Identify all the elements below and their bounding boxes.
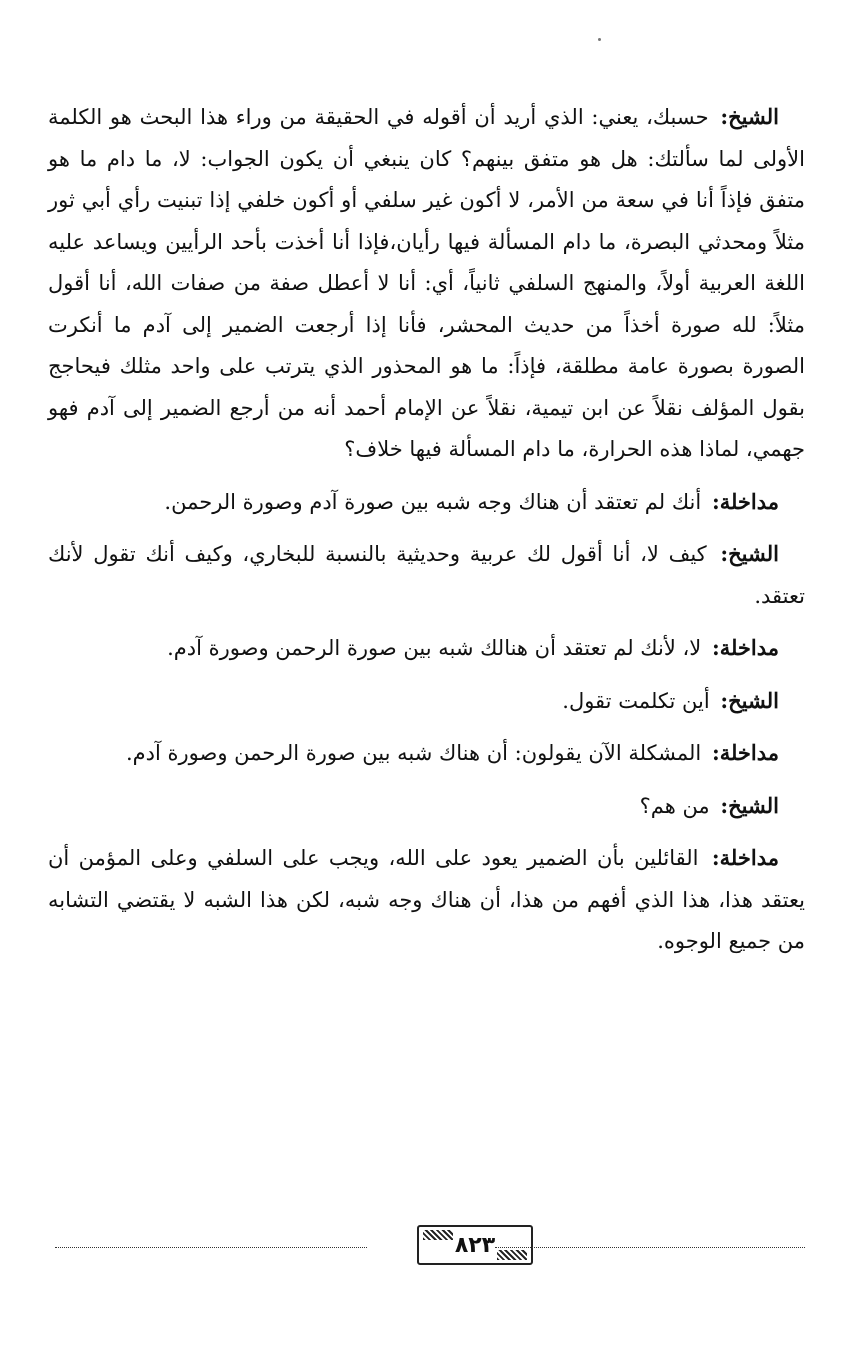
paragraph-3 xyxy=(48,533,805,617)
footer-rule-right xyxy=(495,1247,805,1248)
scan-speck xyxy=(598,38,601,41)
paragraph-2 xyxy=(48,481,805,524)
paragraph-5 xyxy=(48,680,805,723)
paragraph-text: من هم؟ xyxy=(639,793,710,818)
paragraph-1 xyxy=(48,96,805,471)
paragraph-text: القائلين بأن الضمير يعود على الله، ويجب على السلفي وعلى المؤمن أن يعتقد هذا، هذا الذي أفهم من هذا، أن هناك وجه شبه، لكن هذا الشبه لا يقتضي التشابه من جميع الوجوه. xyxy=(48,846,805,953)
paragraph-text: حسبك، يعني: الذي أريد أن أقوله في الحقيقة من وراء هذا البحث هو الكلمة الأولى لما سألتك: هل هو متفق بينهم؟ كان ينبغي أن يكون الجواب: لا، ما دام ما هو متفق فإذاً أنا في سعة من الأمر، لا أكون غير سلفي أو أكون خلفي إذا تبنيت رأي أبي ثور مثلاً ومحدثي البصرة، ما دام المسألة فيها رأيان،فإذا أنا أخذت بأحد الرأيين ويساعد عليه اللغة العربية أولاً، والمنهج السلفي ثانياً، أي: أنا لا أعطل صفة من صفات الله، أنا أقول مثلاً: لله صورة أخذاً من حديث المحشر، فأنا إذا أرجعت الضمير إلى آدم ما أنكرت الصورة بصورة عامة مطلقة، فإذاً: ما هو المحذور الذي يترتب على واحد مثلك فيحاجج بقول المؤلف نقلاً عن ابن تيمية، نقلاً عن الإمام أحمد أنه من أرجع الضمير إلى آدم فهو جهمي، لماذا هذه الحرارة، ما دام المسألة فيها خلاف؟ xyxy=(48,105,805,461)
speaker-label: مداخلة: xyxy=(711,635,779,660)
footer-rule-left xyxy=(55,1247,367,1248)
document-body xyxy=(48,96,805,973)
speaker-label: مداخلة: xyxy=(711,845,779,870)
paragraph-text: أين تكلمت تقول. xyxy=(562,688,710,713)
speaker-label: الشيخ: xyxy=(720,687,779,713)
paragraph-text: كيف لا، أنا أقول لك عربية وحديثية بالنسبة للبخاري، وكيف أنك تقول لأنك تعتقد. xyxy=(48,542,805,608)
speaker-label: الشيخ: xyxy=(720,541,779,566)
page-footer xyxy=(55,1225,805,1265)
speaker-label: الشيخ: xyxy=(720,792,779,818)
paragraph-4 xyxy=(48,627,805,670)
paragraph-text: المشكلة الآن يقولون: أن هناك شبه بين صورة الرحمن وصورة آدم. xyxy=(125,741,702,765)
speaker-label: مداخلة: xyxy=(711,740,779,765)
paragraph-8 xyxy=(48,837,805,963)
page-number-frame xyxy=(417,1225,533,1265)
paragraph-7 xyxy=(48,785,805,828)
speaker-label: الشيخ: xyxy=(720,104,779,129)
ornament-icon xyxy=(497,1250,527,1260)
paragraph-6 xyxy=(48,732,805,775)
speaker-label: مداخلة: xyxy=(711,488,779,514)
page-number: ٨٢٣ xyxy=(454,1233,496,1258)
paragraph-text: لا، لأنك لم تعتقد أن هنالك شبه بين صورة الرحمن وصورة آدم. xyxy=(167,636,702,660)
paragraph-text: أنك لم تعتقد أن هناك وجه شبه بين صورة آدم وصورة الرحمن. xyxy=(164,489,702,514)
